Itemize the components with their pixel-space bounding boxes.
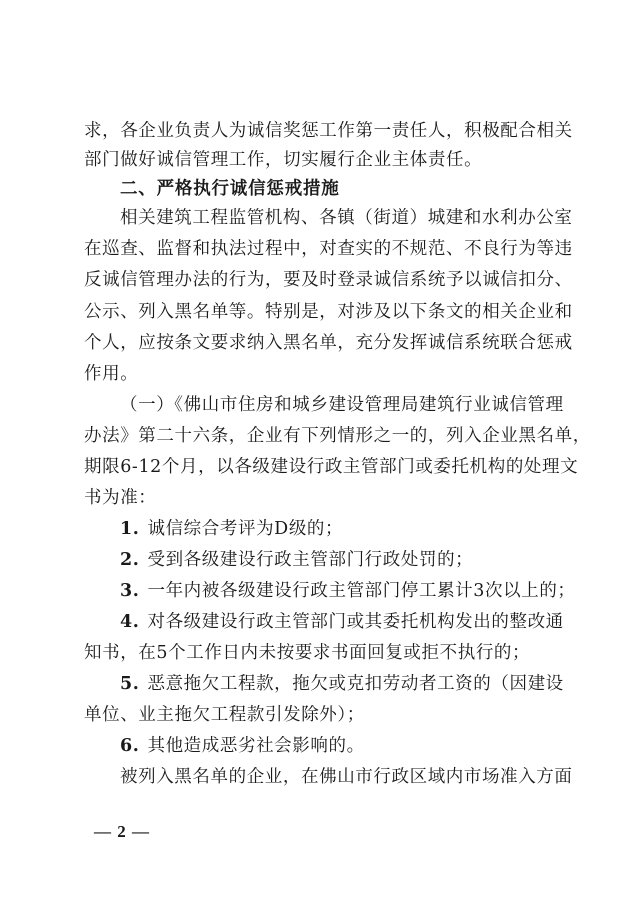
- paragraph-line: 反诚信管理办法的行为，要及时登录诚信系统予以诚信扣分、: [84, 270, 573, 290]
- list-number: 5.: [120, 674, 140, 694]
- list-number: 6.: [120, 736, 140, 756]
- paragraph-line: 公示、列入黑名单等。特别是，对涉及以下条文的相关企业和: [84, 302, 573, 322]
- list-item: [120, 581, 576, 601]
- list-item: [120, 550, 473, 570]
- page-number: — 2 —: [94, 822, 150, 841]
- paragraph-line: （一）《佛山市住房和城乡建设管理局建筑行业诚信管理: [120, 395, 564, 415]
- list-item: [120, 519, 343, 539]
- paragraph-line: 办法》第二十六条，企业有下列情形之一的，列入企业黑名单，: [84, 426, 591, 446]
- list-number: 2.: [120, 550, 140, 570]
- list-number: 4.: [120, 612, 140, 632]
- list-item: [120, 674, 564, 694]
- paragraph-line: 期限6-12个月，以各级建设行政主管部门或委托机构的处理文: [84, 457, 579, 477]
- paragraph-line: 作用。: [84, 364, 139, 384]
- paragraph-line: 个人，应按条文要求纳入黑名单，充分发挥诚信系统联合惩戒: [84, 333, 573, 353]
- list-number: 3.: [120, 581, 140, 601]
- paragraph-line: 部门做好诚信管理工作，切实履行企业主体责任。: [84, 150, 483, 170]
- list-number: 1.: [120, 519, 140, 539]
- list-item-continuation: 单位、业主拖欠工程款引发除外）；: [84, 705, 365, 725]
- list-item: [120, 736, 365, 756]
- list-text: 诚信综合考评为D级的；: [147, 519, 344, 539]
- list-text: 恶意拖欠工程款，拖欠或克扣劳动者工资的（因建设: [147, 674, 564, 694]
- list-item-continuation: 知书，在5个工作日内未按要求书面回复或拒不执行的；: [84, 643, 531, 663]
- list-text: 其他造成恶劣社会影响的。: [147, 736, 365, 756]
- list-text: 一年内被各级建设行政主管部门停工累计3次以上的；: [147, 581, 576, 601]
- paragraph-line: 相关建筑工程监管机构、各镇（街道）城建和水利办公室: [120, 208, 573, 228]
- list-text: 对各级建设行政主管部门或其委托机构发出的整改通: [147, 612, 564, 632]
- paragraph-line: 求，各企业负责人为诚信奖惩工作第一责任人，积极配合相关: [84, 121, 573, 141]
- paragraph-line: 被列入黑名单的企业，在佛山市行政区域内市场准入方面: [120, 767, 573, 787]
- paragraph-line: 书为准：: [84, 488, 157, 508]
- paragraph-line: 在巡查、监督和执法过程中，对查实的不规范、不良行为等违: [84, 239, 573, 259]
- list-item: [120, 612, 564, 632]
- section-heading: 二、严格执行诚信惩戒措施: [120, 179, 340, 199]
- list-text: 受到各级建设行政主管部门行政处罚的；: [147, 550, 474, 570]
